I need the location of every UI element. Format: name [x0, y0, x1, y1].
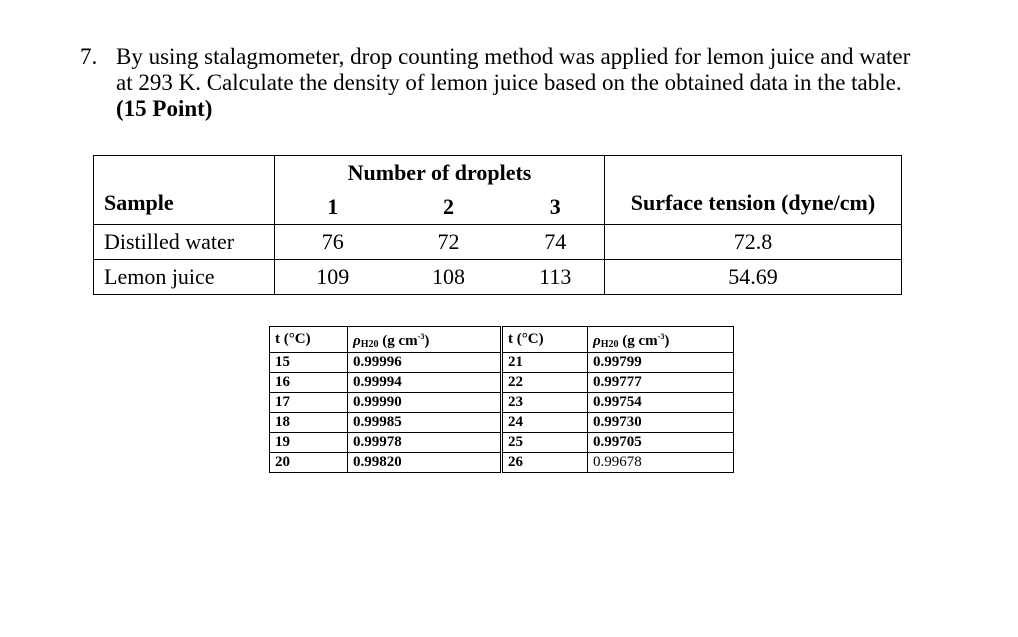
- temp-header-left: t (°C): [270, 327, 348, 353]
- table-row: [270, 453, 734, 473]
- table-row: [270, 393, 734, 413]
- droplet-cell: 72: [391, 225, 507, 260]
- tension-header-top: [605, 156, 902, 191]
- trial-header-3: 3: [507, 190, 605, 225]
- temp-cell: 20: [270, 453, 348, 473]
- density-cell: 0.99985: [348, 413, 502, 433]
- temp-cell: 22: [502, 373, 588, 393]
- density-cell: 0.99678: [588, 453, 734, 473]
- trial-header-1: 1: [275, 190, 391, 225]
- density-cell: 0.99705: [588, 433, 734, 453]
- density-cell: 0.99990: [348, 393, 502, 413]
- tension-cell: 54.69: [605, 260, 902, 295]
- density-cell: 0.99820: [348, 453, 502, 473]
- sample-header-cell: [94, 156, 275, 191]
- density-cell: 0.99996: [348, 353, 502, 373]
- sample-cell: Distilled water: [94, 225, 275, 260]
- temp-cell: 21: [502, 353, 588, 373]
- temp-cell: 25: [502, 433, 588, 453]
- temp-cell: 23: [502, 393, 588, 413]
- temp-cell: 16: [270, 373, 348, 393]
- temp-cell: 26: [502, 453, 588, 473]
- temp-cell: 19: [270, 433, 348, 453]
- table-row: [270, 413, 734, 433]
- density-cell: 0.99730: [588, 413, 734, 433]
- question-text: [116, 44, 966, 122]
- density-cell: 0.99777: [588, 373, 734, 393]
- droplet-cell: 108: [391, 260, 507, 295]
- temp-header-right: t (°C): [502, 327, 588, 353]
- question-line-1: By using stalagmometer, drop counting method was applied for lemon juice and water: [116, 44, 911, 69]
- density-cell: 0.99978: [348, 433, 502, 453]
- question-points: (15 Point): [116, 96, 213, 121]
- table-row: [94, 260, 902, 295]
- table-row: [270, 353, 734, 373]
- table-row: [270, 373, 734, 393]
- droplet-cell: 76: [275, 225, 391, 260]
- density-table: [269, 326, 734, 473]
- droplet-table: [93, 155, 902, 295]
- table-row: [270, 433, 734, 453]
- surface-tension-header: Surface tension (dyne/cm): [605, 190, 902, 225]
- temp-cell: 18: [270, 413, 348, 433]
- temp-cell: 24: [502, 413, 588, 433]
- rho-header-right: $\rho_{H20}$ (g $cm^{-3}$): [588, 327, 734, 353]
- temp-cell: 17: [270, 393, 348, 413]
- droplet-cell: 109: [275, 260, 391, 295]
- density-cell: 0.99799: [588, 353, 734, 373]
- table-row: [94, 225, 902, 260]
- tension-cell: 72.8: [605, 225, 902, 260]
- question-number: 7.: [80, 44, 98, 69]
- droplets-header: Number of droplets: [275, 156, 605, 191]
- sample-header: Sample: [94, 190, 275, 225]
- sample-cell: Lemon juice: [94, 260, 275, 295]
- temp-cell: 15: [270, 353, 348, 373]
- density-cell: 0.99754: [588, 393, 734, 413]
- question-line-2: at 293 K. Calculate the density of lemon juice based on the obtained data in the table.: [116, 70, 902, 95]
- droplet-cell: 113: [507, 260, 605, 295]
- trial-header-2: 2: [391, 190, 507, 225]
- rho-header-left: $\rho_{H20}$ (g $cm^{-3}$): [348, 327, 502, 353]
- density-cell: 0.99994: [348, 373, 502, 393]
- droplet-cell: 74: [507, 225, 605, 260]
